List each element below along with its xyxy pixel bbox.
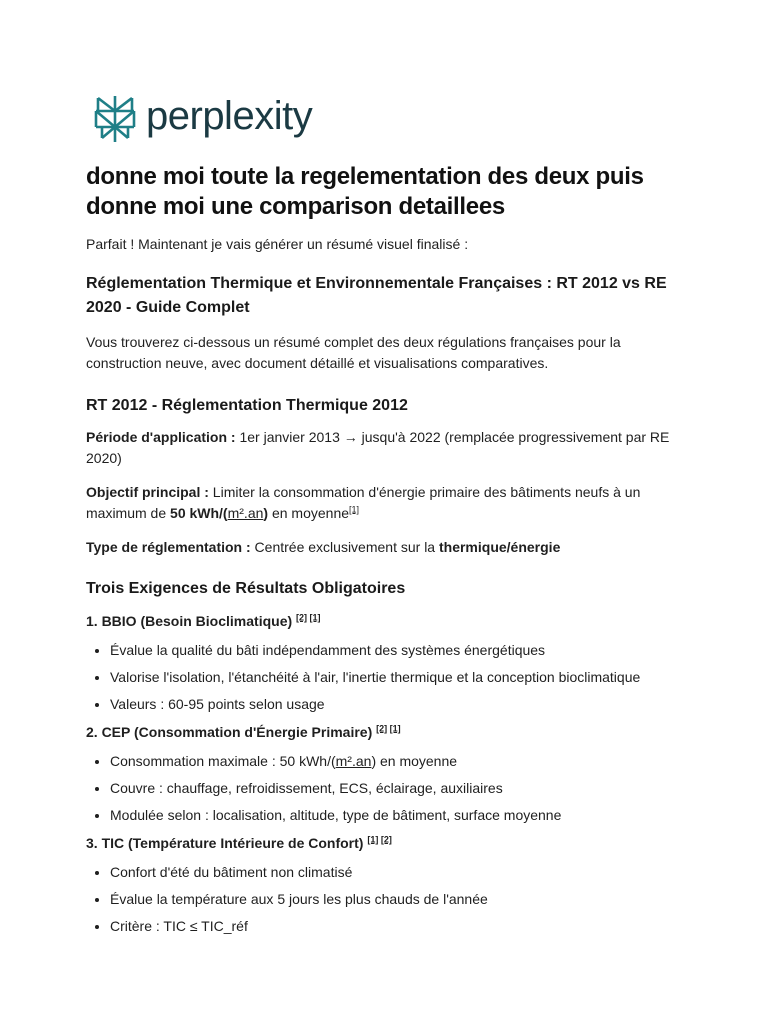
type-label: Type de réglementation : (86, 539, 251, 555)
brand-name: perplexity (146, 94, 313, 138)
list-item: • Couvre : chauffage, refroidissement, ECS, éclairage, auxiliaires (110, 778, 686, 799)
type-text: Centrée exclusivement sur la (250, 539, 439, 555)
bbio-list (86, 640, 686, 715)
list-item: • Évalue la température aux 5 jours les plus chauds de l'année (110, 889, 686, 910)
citation-link[interactable]: [2] (376, 723, 388, 734)
objectif-label: Objectif principal : (86, 484, 209, 500)
citation-link[interactable]: [2] (380, 834, 392, 845)
type-bold: thermique/énergie (438, 539, 561, 555)
unit-link[interactable]: m².an (335, 753, 372, 769)
cep-item-text-after: ) en moyenne (371, 753, 458, 769)
list-item: • Modulée selon : localisation, altitude, type de bâtiment, surface moyenne (110, 805, 686, 826)
citation-link[interactable]: [1] (367, 834, 379, 845)
citation-link[interactable]: [1] (349, 504, 360, 515)
citation-link[interactable]: [1] (309, 612, 321, 623)
list-item: • Valeurs : 60-95 points selon usage (110, 694, 686, 715)
cep-list (86, 751, 686, 826)
list-item: • Valorise l'isolation, l'étanchéité à l'air, l'inertie thermique et la conception bioclimatique (110, 667, 686, 688)
objectif-text-after: en moyenne (268, 505, 350, 521)
objectif-text: Limiter la consommation d'énergie primaire des bâtiments neufs à un maximum de (86, 484, 641, 521)
periode-label: Période d'application : (86, 429, 236, 445)
list-item: • Évalue la qualité du bâti indépendamment des systèmes énergétiques (110, 640, 686, 661)
citation-link[interactable]: [2] (296, 612, 308, 623)
bbio-title (86, 610, 686, 632)
perplexity-logo-icon (94, 94, 136, 144)
rt2012-heading: RT 2012 - Réglementation Thermique 2012 (86, 397, 408, 414)
cep-item-text: Consommation maximale : 50 kWh/( (110, 753, 336, 769)
tic-list (86, 862, 686, 937)
tic-title (86, 832, 686, 854)
unit-link[interactable]: m².an (227, 505, 264, 521)
list-item: • Critère : TIC ≤ TIC_réf (110, 916, 686, 937)
exigences-heading: Trois Exigences de Résultats Obligatoires (86, 580, 406, 597)
list-item: • Confort d'été du bâtiment non climatisé (110, 862, 686, 883)
periode-field (86, 427, 686, 469)
lead-paragraph: Vous trouverez ci-dessous un résumé complet des deux régulations françaises pour la construction neuve, avec document détaillé et visualisations comparatives. (86, 334, 621, 371)
periode-text: 1er janvier 2013 → jusqu'à 2022 (remplacée progressivement par RE 2020) (86, 429, 670, 466)
cep-title (86, 721, 686, 743)
question-title: donne moi toute la regelementation des deux puis donne moi une comparison detaillees (86, 163, 644, 220)
cep-title-text: 2. CEP (Consommation d'Énergie Primaire) (86, 724, 373, 740)
answer-content (86, 162, 686, 943)
objectif-field (86, 482, 686, 524)
guide-title: Réglementation Thermique et Environnementale Françaises : RT 2012 vs RE 2020 - Guide Complet (86, 275, 667, 316)
intro-text: Parfait ! Maintenant je vais générer un résumé visuel finalisé : (86, 236, 469, 252)
tic-title-text: 3. TIC (Température Intérieure de Confort) (86, 835, 364, 851)
objectif-value: 50 kWh/( (170, 505, 228, 521)
brand-logo[interactable] (94, 94, 312, 144)
type-field (86, 537, 686, 558)
bbio-title-text: 1. BBIO (Besoin Bioclimatique) (86, 613, 293, 629)
citation-link[interactable]: [1] (389, 723, 401, 734)
list-item (110, 751, 686, 772)
objectif-value-end: ) (263, 505, 269, 521)
